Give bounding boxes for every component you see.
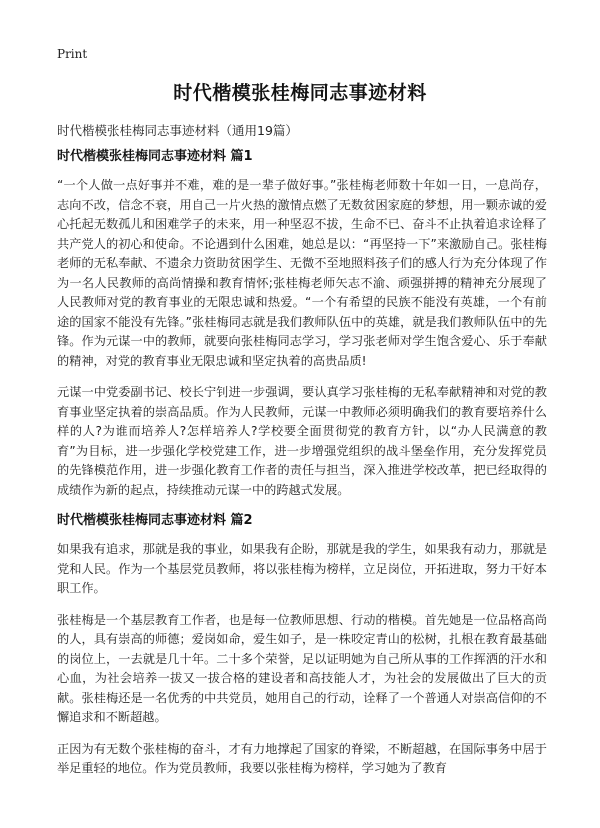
paragraph: 张桂梅是一个基层教育工作者，也是每一位教师思想、行动的楷模。首先她是一位品格高尚的人，具有崇高的师德；爱岗如命，爱生如子，是一株咬定青山的松树，扎根在教育最基础的岗位上，一去就是几十年。二十多个荣誉，足以证明她为自己所从事的工作挥洒的汗水和心血，为社会培养一拔又一拔合格的建设者和高技能人才，为社会的发展做出了巨大的贡献。张桂梅还是一名优秀的中共党员，她用自己的行动，诠释了一个普通人对崇高信仰的不懈追求和不断超越。 [57, 612, 547, 724]
page-title: 时代楷模张桂梅同志事迹材料 [173, 82, 427, 104]
paragraph: 如果我有追求，那就是我的事业，如果我有企盼，那就是我的学生，如果我有动力，那就是党和人民。作为一个基层党员教师，将以张桂梅为榜样，立足岗位，开拓进取，努力干好本职工作。 [57, 542, 547, 595]
section-heading: 时代楷模张桂梅同志事迹材料 篇2 [57, 513, 253, 528]
section-2 [57, 512, 547, 779]
paragraph: 元谋一中党委副书记、校长宁钊进一步强调，要认真学习张桂梅的无私奉献精神和对党的教育事业坚定执着的崇高品质。作为人民教师，元谋一中教师必须明确我们的教育要培养什么样的人?为谁而培养人?怎样培养人?学校要全面贯彻党的教育方针，以“办人民满意的教育”为目标，进一步强化学校党建工作，进一步增强党组织的战斗堡垒作用，充分发挥党员的先锋模范作用，进一步强化教育工作者的责任与担当，深入推进学校改革，把已经取得的成绩作为新的起点，持续推动元谋一中的跨越式发展。 [57, 385, 547, 497]
print-link[interactable]: Print [57, 47, 88, 61]
paragraph: “一个人做一点好事并不难，难的是一辈子做好事。”张桂梅老师数十年如一日，一息尚存，志向不改，信念不衰，用自己一片火热的激情点燃了无数贫困家庭的梦想，用一颗赤诚的爱心托起无数孤儿和困难学子的未来，用一种坚忍不拔，生命不已、奋斗不止执着追求诠释了共产党人的初心和使命。不论遇到什么困难，她总是以：“再坚持一下”来激励自己。张桂梅老师的无私奉献、不遗余力资助贫困学生、无微不至地照料孩子们的感人行为充分体现了作为一名人民教师的高尚情操和教育情怀;张桂梅老师矢志不渝、顽强拼搏的精神充分展现了人民教师对党的教育事业的无限忠诚和热爱。“一个有希望的民族不能没有英雄，一个有前途的国家不能没有先锋。”张桂梅同志就是我们教师队伍中的英雄，就是我们教师队伍中的先锋。作为元谋一中的教师，就要向张桂梅同志学习，学习张老师对学生饱含爱心、乐于奉献的精神，对党的教育事业无限忠诚和坚定执着的高贵品质! [57, 178, 547, 368]
article-body [57, 148, 547, 791]
paragraph: 正因为有无数个张桂梅的奋斗，才有力地撑起了国家的脊梁，不断超越，在国际事务中居于举足重轻的地位。作为党员教师，我要以张桂梅为榜样，学习她为了教育 [57, 741, 547, 775]
section-heading: 时代楷模张桂梅同志事迹材料 篇1 [57, 149, 253, 164]
section-1 [57, 148, 547, 500]
document-subtitle: 时代楷模张桂梅同志事迹材料（通用19篇） [57, 123, 298, 138]
